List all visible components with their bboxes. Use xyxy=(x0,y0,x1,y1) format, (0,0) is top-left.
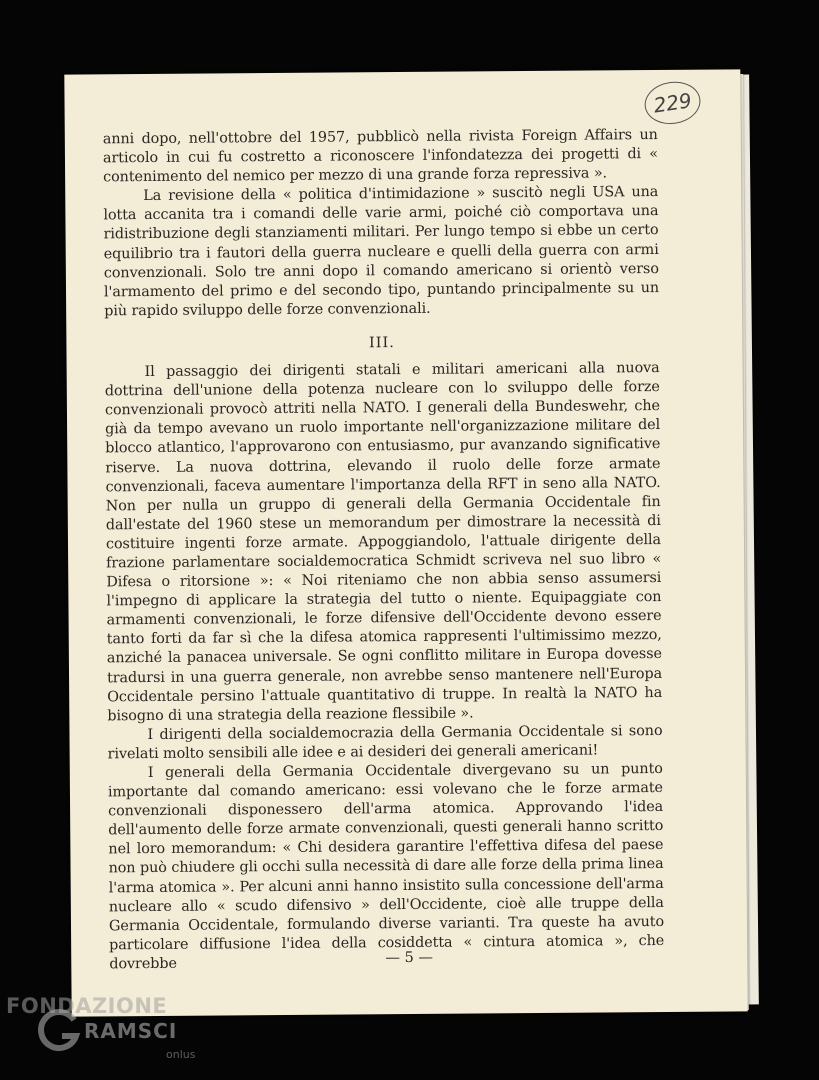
paragraph: La revisione della « politica d'intimidazione » suscitò negli USA una lotta accanita tra i comandi delle varie armi, poiché ciò comportava una ridistribuzione degli stanziamenti militari. Per lungo tempo si ebbe un certo equilibrio tra i fautori della guerra nucleare e quelli della guerra con armi convenzionali. Solo tre anni dopo il comando americano si orientò verso l'armamento del primo e del secondo tipo, puntando principalmente su un più rapido sviluppo delle forze convenzionali. xyxy=(103,184,660,320)
fondazione-gramsci-watermark xyxy=(6,994,206,1074)
gramsci-g-logo-icon xyxy=(34,1006,84,1056)
watermark-line2: RAMSCI xyxy=(84,1019,178,1043)
archive-number-stamp: 229 xyxy=(642,78,704,128)
paragraph: Il passaggio dei dirigenti statali e militari americani alla nuova dottrina dell'unione della potenza nucleare con lo sviluppo delle forze convenzionali provocò attriti nella NATO. I generali della Bundeswehr, che già da tempo avevano un ruolo importante nell'organizzazione militare del blocco atlantico, l'approvarono con entusiasmo, pur avanzando significative riserve. La nuova dottrina, elevando il ruolo delle forze armate convenzionali, faceva aumentare l'importanza della RFT in seno alla NATO. Non per nulla un gruppo di generali della Germania Occidentale fin dall'estate del 1960 stese un memorandum per dimostrare la necessità di costituire ingenti forze armate. Appoggiandolo, l'attuale dirigente della frazione parlamentare socialdemocratica Schmidt scriveva nel suo libro « Difesa o ritorsione »: « Noi riteniamo che non abbia senso assumersi l'impegno di applicare la strategia del tutto o niente. Equipaggiate con armamenti convenzionali, le forze difensive dell'Occidente devono essere tanto forti da far sì che la difesa atomica rappresenti l'ultimissimo mezzo, anziché la panacea universale. Se ogni conflitto militare in Europa dovesse tradursi in una guerra generale, non avrebbe senso mantenere nell'Europa Occidentale persino l'attuale quantitativo di truppe. In realtà la NATO ha bisogno di una strategia della reazione flessibile ». xyxy=(104,360,663,725)
paragraph: I generali della Germania Occidentale divergevano su un punto importante dal comando americano: essi volevano che le forze armate convenzionali disponessero dell'arma atomica. Approvando l'idea dell'aumento delle forze armate convenzionali, questi generali hanno scritto nel loro memorandum: « Chi desidera garantire l'effettiva difesa del paese non può chiudere gli occhi sulla necessità di dare alle forze della prima linea l'arma atomica ». Per alcuni anni hanno insistito sulla concessione dell'arma nucleare allo « scudo difensivo » dell'Occidente, cioè alle truppe della Germania Occidentale, formulando diverse varianti. Tra queste ha avuto particolare diffusione l'idea della cosiddetta « cintura atomica », che dovrebbe xyxy=(107,760,665,973)
document-page xyxy=(64,69,747,1016)
section-heading: III. xyxy=(368,334,395,352)
paragraph: I dirigenti della socialdemocrazia della Germania Occidentale si sono rivelati molto sensibili alle idee e ai desideri dei generali americani! xyxy=(107,722,663,763)
watermark-line3: onlus xyxy=(166,1048,196,1061)
page-number: — 5 — xyxy=(385,949,434,967)
body-text xyxy=(103,126,665,974)
watermark-line1: FONDAZIONE xyxy=(6,994,168,1018)
paragraph: anni dopo, nell'ottobre del 1957, pubblicò nella rivista Foreign Affairs un articolo in cui fu costretto a riconoscere l'infondatezza dei progetti di « contenimento del nemico per mezzo di una grande forza repressiva ». xyxy=(102,127,659,186)
